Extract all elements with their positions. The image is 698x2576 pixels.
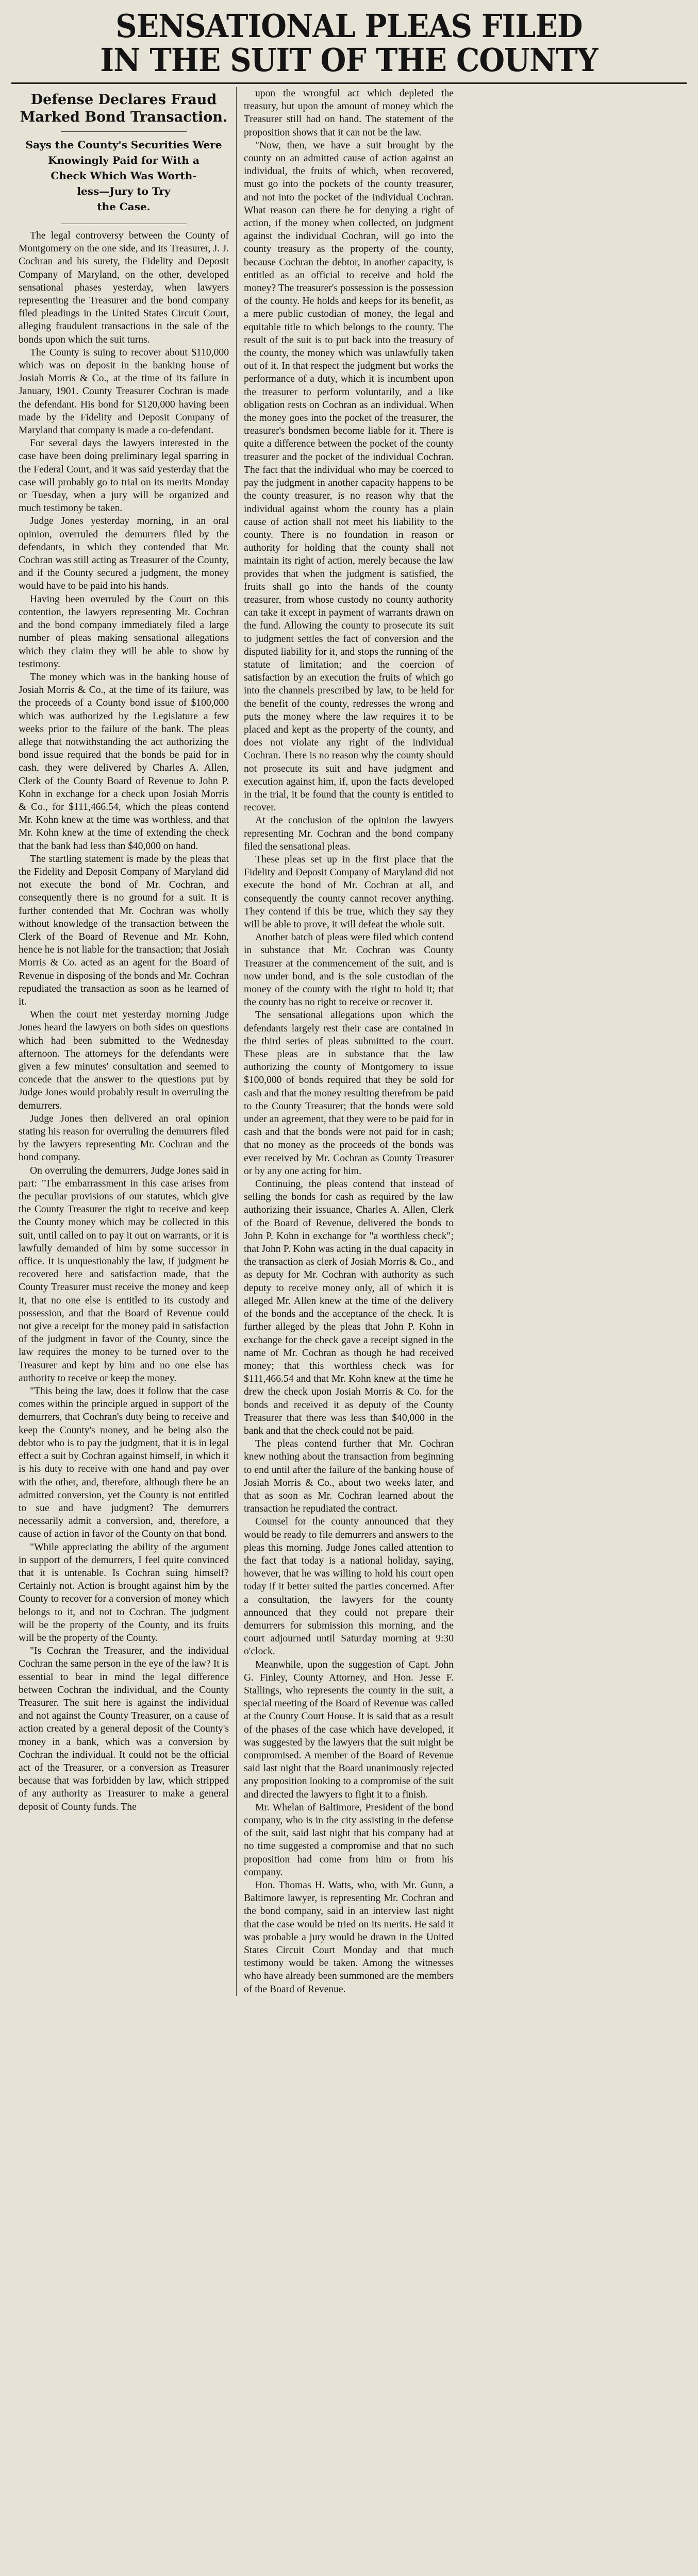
article-paragraph: "While appreciating the ability of the argument in support of the demurrers, I feel quite convinced that it is untenable. Is Cochran suing himself? Certainly not. Action is brought against him by the County to recover for a conversion of money which belongs to it, and not to Cochran. The judgment will be the property of the County, and its fruits will be the property of the County.	[19, 1541, 229, 1643]
headline-rule	[11, 82, 687, 84]
secondary-deck-line: the Case.	[97, 200, 151, 213]
article-paragraph: When the court met yesterday morning Judge Jones heard the lawyers on both sides on questions which had been submitted to the Wednesday afternoon. The attorneys for the defendants were given a few minutes' consultation and seemed to concede that the answer to the questions put by Judge Jones would probably result in overruling the demurrers.	[19, 1009, 229, 1111]
article-paragraph: The money which was in the banking house of Josiah Morris & Co., at the time of its failure, was the proceeds of a County bond issue of $100,000 which was authorized by the Legislature a few weeks prior to the failure of the bank. The pleas allege that notwithstanding the act authorizing the bond issue required that the bonds be paid for in cash, they were delivered by Charles A. Allen, Clerk of the County Board of Revenue to John P. Kohn in exchange for a check upon Josiah Morris & Co., for $111,466.54, which the pleas contend Mr. Kohn knew at the time was worthless, and that Mr. Kohn knew at the time of extending the check that the bank had less than $40,000 on hand.	[19, 671, 229, 852]
secondary-deck-line: Check Which Was Worth-	[51, 170, 197, 182]
secondary-deck-line: Knowingly Paid for With a	[48, 154, 200, 166]
headline	[38, 9, 659, 77]
article-paragraph: The sensational allegations upon which the defendants largely rest their case are contained in the third series of pleas submitted to the court. These pleas are in substance that the law authorizing the county of Montgomery to issue $100,000 of bonds required that they be sold for cash and that the money resulting therefrom be paid to the County Treasurer; that the bonds were sold under an agreement, that they were to be paid for in cash and that the bonds were not paid for in cash; that no money as the proceeds of the bonds was ever received by Mr. Cochran as County Treasurer or by any one acting for him.	[244, 1010, 454, 1177]
article-paragraph: The legal controversy between the County of Montgomery on the one side, and its Treasurer, J. J. Cochran and his surety, the Fidelity and Deposit Company of Maryland, on the other, developed sensational phases yesterday, when lawyers representing the Treasurer and the bond company filed pleadings in the United States Circuit Court, alleging fraudulent transactions in the sale of the bonds upon which the suit turns.	[19, 230, 229, 345]
article-paragraph: "Now, then, we have a suit brought by the county on an admitted cause of action against an individual, the fruits of which, when recovered, must go into the pockets of the county treasurer, and not into the pocket of the individual Cochran. What reason can there be for denying a right of action, if the money when collected, on judgment against the individual Cochran, will go into the county treasury as the property of the county, because Cochran the debtor, in another capacity, is entitled as an official to receive and hold the money? The treasurer's possession is the possession of the county. He holds and keeps for its benefit, as a mere public custodian of money, the legal and equitable title to which belongs to the county. The result of the suit is to put back into the treasury of the county, the money which was unlawfully taken out of it. In that respect the judgment but works the performance of a duty, which it is incumbent upon the treasurer to perform voluntarily, and a like obligation rests on Cochran as an individual. When the money goes into the pocket of the treasurer, the treasurer's bondsmen become liable for it. There is quite a difference between the pocket of the county treasurer and the pocket of the individual Cochran. The fact that the individual who may be coerced to pay the judgment in another capacity happens to be the county treasurer, is no reason why that the individual against whom the county has a plain cause of action shall not meet his liability to the county. There is no foundation in reason or authority for holding that the county shall not maintain its right of action, merely because the law provides that when the judgment is satisfied, the fruits shall go into the hands of the county treasurer, from whose custody no county authority can take it except in payment of warrants drawn on the fund. Allowing the county to prosecute its suit to judgment settles the fact of conversion and the disputed liability for it, and stops the running of the statute of limitation; and the coercion of satisfaction by an execution the fruits of which go into the channels prescribed by law, to be held for the benefit of the county, redresses the wrong and puts the money where the law requires it to be placed and kept as the property of the county, and does not violate any right of the individual Cochran. There is no reason why the county should not prosecute its suit and have judgment and execution against him, if, upon the facts developed in the trial, it be found that the county is entitled to recover.	[244, 140, 454, 814]
article-paragraph: Hon. Thomas H. Watts, who, with Mr. Gunn, a Baltimore lawyer, is representing Mr. Cochran and the bond company, said in an interview last night that the case would be tried on its merits. He said it was probable a jury would be drawn in the United States Circuit Court Monday and that much testimony would be taken. Among the witnesses who have already been summoned are the members of the Board of Revenue.	[244, 1880, 454, 1995]
article-paragraph: "Is Cochran the Treasurer, and the individual Cochran the same person in the eye of the law? It is essential to bear in mind the legal difference between Cochran the individual, and the County Treasurer. The suit here is against the individual and not against the County Treasurer, on a cause of action created by a general deposit of the County's money in a bank, which was a conversion by Cochran the individual. It could not be the official act of the Treasurer, or a conversion as Treasurer because that was forbidden by law, which stripped of any authority as Treasurer to make a general deposit of County funds. The	[19, 1646, 229, 1812]
article-paragraph: At the conclusion of the opinion the lawyers representing Mr. Cochran and the bond company filed the sensational pleas.	[244, 815, 454, 852]
article-paragraph: "This being the law, does it follow that the case comes within the principle argued in support of the demurrers, that Cochran's duty being to receive and keep the County's money, and he being also the debtor who is to pay the judgment, that it is in legal effect a suit by Cochran against himself, in which it is his duty to receive with one hand and pay over with the other, and, therefore, although there be an admitted conversion, yet the County is not entitled to sue and have judgment? The demurrers necessarily admit a conversion, and, therefore, a cause of action in favor of the County on that bond.	[19, 1386, 229, 1540]
article-paragraph: Counsel for the county announced that they would be ready to file demurrers and answers to the pleas this morning. Judge Jones called attention to the fact that today is a national holiday, saying, however, that he was willing to hold his court open today if it better suited the parties concerned. After a consultation, the lawyers for the county announced that they could not prepare their demurrers for submission this morning, and the court adjourned until Saturday morning at 9:30 o'clock.	[244, 1516, 454, 1657]
article-paragraph: upon the wrongful act which depleted the treasury, but upon the amount of money which the Treasurer still had on hand. The statement of the proposition shows that it can not be the law.	[244, 88, 454, 138]
article-paragraph: The pleas contend further that Mr. Cochran knew nothing about the transaction from beginning to end until after the failure of the banking house of Josiah Morris & Co., about two weeks later, and that as soon as Mr. Cochran learned about the transaction he repudiated the contract.	[244, 1438, 454, 1515]
secondary-deck-line: Says the County's Securities Were	[25, 139, 222, 151]
article-paragraph: Meanwhile, upon the suggestion of Capt. John G. Finley, County Attorney, and Hon. Jesse F. Stallings, who represents the county in the suit, a special meeting of the Board of Revenue was called at the County Court House. It is said that as a result of the phases of the case which have developed, it was suggested by the lawyers that the suit might be compromised. A member of the Board of Revenue said last night that the Board unanimously rejected any proposition looking to a compromise of the suit and directed the lawyers to fight it to a finish.	[244, 1659, 454, 1800]
headline-line-2: IN THE SUIT OF THE COUNTY	[100, 41, 598, 79]
article-paragraph: Another batch of pleas were filed which contend in substance that Mr. Cochran was County Treasurer at the commencement of the suit, and is now under bond, and is the sole custodian of the money of the county with the right to hold it; that the county has no right to receive or recover it.	[244, 932, 454, 1008]
article-paragraph: The County is suing to recover about $110,000 which was on deposit in the banking house of Josiah Morris & Co., at the time of its failure in January, 1901. County Treasurer Cochran is made the defendant. His bond for $120,000 having been made by the Fidelity and Deposit Company of Maryland that company is made a co-defendant.	[19, 347, 229, 436]
article-paragraph: Continuing, the pleas contend that instead of selling the bonds for cash as required by the law authorizing their issuance, Charles A. Allen, Clerk of the Board of Revenue, delivered the bonds to John P. Kohn in exchange for "a worthless check"; that John P. Kohn was acting in the dual capacity in the transaction as clerk of Josiah Morris & Co., and as deputy for Mr. Cochran with authority as such deputy to receive money only, all of which it is alleged Mr. Allen knew at the time of the delivery of the bonds and the acceptance of the check. It is further alleged by the pleas that John P. Kohn in exchange for the check gave a receipt signed in the name of Mr. Cochran as though he had received money; that this worthless check was for $111,466.54 and that Mr. Kohn knew at the time he drew the check upon Josiah Morris & Co. for the bonds and received it as deputy of the County Treasurer that there was less than $40,000 in the bank and that the check could not be paid.	[244, 1179, 454, 1436]
headline-line-1: SENSATIONAL PLEAS FILED	[115, 7, 583, 45]
article-paragraph: Judge Jones then delivered an oral opinion stating his reason for overruling the demurrers filed by the lawyers representing Mr. Cochran and the bond company.	[19, 1113, 229, 1163]
secondary-deck-line: less—Jury to Try	[77, 185, 171, 197]
article-paragraph: Mr. Whelan of Baltimore, President of the bond company, who is in the city assisting in the defense of the suit, said last night that his company had at no time suggested a compromise and that no such proposition had come from him or from his company.	[244, 1802, 454, 1878]
article-paragraph: The startling statement is made by the pleas that the Fidelity and Deposit Company of Maryland did not execute the bond of Mr. Cochran, and consequently there is no ground for a suit. It is further contended that Mr. Cochran was wholly without knowledge of the transaction between the Clerk of the Board of Revenue and Mr. Kohn, hence he is not liable for the transaction; that Josiah Morris & Co. acted as an agent for the Board of Revenue in disposing of the bonds and Mr. Cochran repudiated the transaction as soon as he learned of it.	[19, 853, 229, 1007]
article-column-1	[11, 87, 236, 1996]
primary-deck: Defense Declares Fraud Marked Bond Transaction.	[20, 92, 228, 125]
article-paragraph: Judge Jones yesterday morning, in an oral opinion, overruled the demurrers filed by the defendants, in which they contended that Mr. Cochran was still acting as Treasurer of the County, and if the County secured a judgment, the money would have to be paid into his hands.	[19, 516, 229, 592]
article-paragraph: For several days the lawyers interested in the case have been doing preliminary legal sparring in the Federal Court, and it was said yesterday that the case will probably go to trial on its merits Monday or Tuesday, when a jury will be organized and much testimony be taken.	[19, 438, 229, 514]
article-paragraph: On overruling the demurrers, Judge Jones said in part: "The embarrassment in this case arises from the peculiar provisions of our statutes, which give the County Treasurer the right to receive and keep the County money which may be collected in this suit, until called on to pay it out on warrants, or it is lawfully demanded of him by some successor in office. It is unquestionably the law, if judgment be recovered here and satisfaction made, that the County Treasurer must receive the money and keep it, that no one else is entitled to its custody and possession, and that the Board of Revenue could not give a receipt for the money paid in satisfaction of the judgment in favor of the County, since the law requires the money to be turned over to the Treasurer and kept by him and no one else has authority to receive or keep the money.	[19, 1165, 229, 1384]
secondary-deck	[19, 137, 229, 214]
article-paragraph: These pleas set up in the first place that the Fidelity and Deposit Company of Maryland did not execute the bond of Mr. Cochran at all, and consequently the county cannot recover anything. They contend if this be true, which they say they will be able to prove, it will defeat the whole suit.	[244, 854, 454, 930]
article-paragraph: Having been overruled by the Court on this contention, the lawyers representing Mr. Cochran and the bond company immediately filed a large number of pleas making sensational allegations which they claim they will be able to show by testimony.	[19, 594, 229, 670]
deck-divider	[61, 131, 187, 132]
article-columns	[11, 87, 687, 1996]
article-column-2	[236, 87, 461, 1996]
